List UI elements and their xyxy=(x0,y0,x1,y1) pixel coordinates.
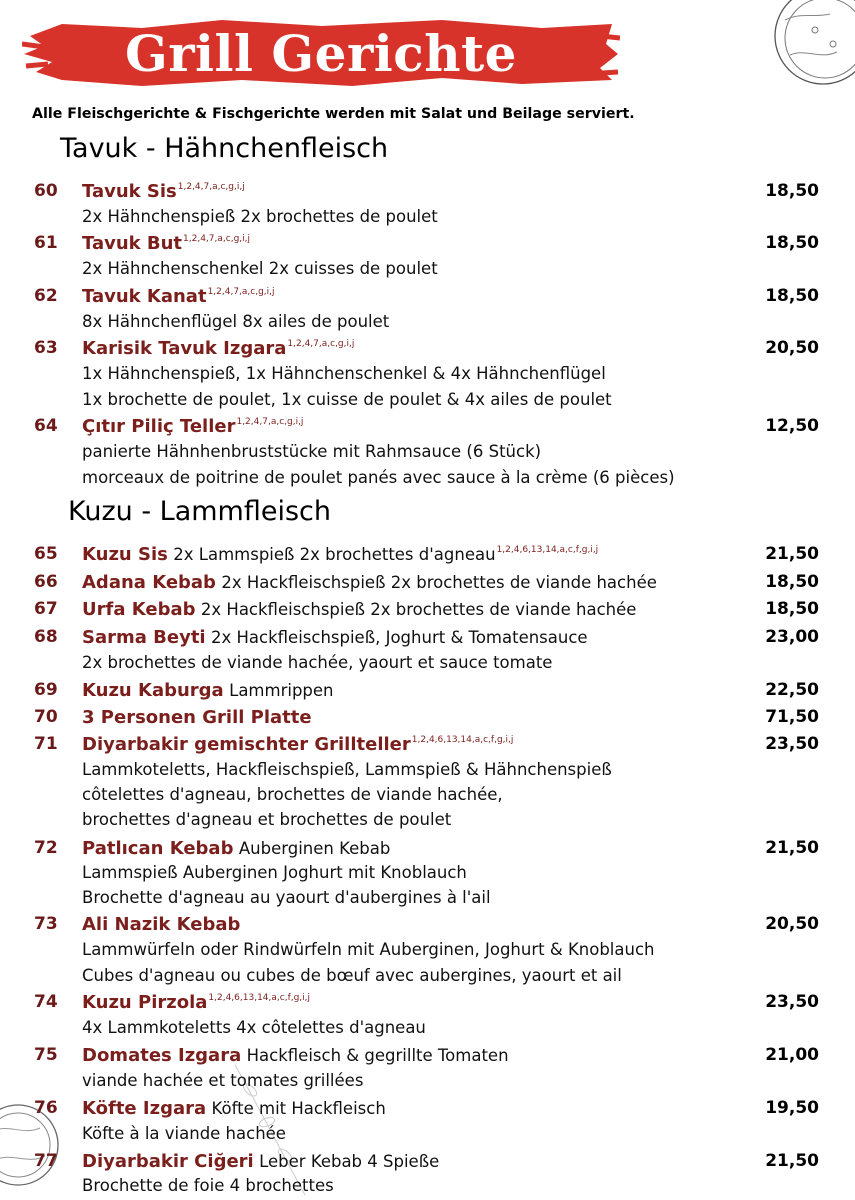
item-description: brochettes d'agneau et brochettes de poulet xyxy=(82,810,452,829)
item-price: 18,50 xyxy=(765,599,819,619)
item-inline-description: 2x Hackfleischspieß 2x brochettes de viande hachée xyxy=(200,600,637,619)
menu-item-66 xyxy=(0,572,855,598)
item-name: Diyarbakir Ciğeri xyxy=(82,1151,254,1172)
item-name: Kuzu Pirzola xyxy=(82,992,208,1013)
item-allergens: 1,2,4,6,13,14,a,c,f,g,i,j xyxy=(411,735,514,745)
section-title-kuzu: Kuzu - Lammfleisch xyxy=(68,496,331,527)
item-price: 23,00 xyxy=(765,627,819,647)
page-title: Grill Gerichte xyxy=(125,24,517,83)
item-number: 65 xyxy=(34,544,58,564)
item-allergens: 1,2,4,7,a,c,g,i,j xyxy=(183,234,250,244)
item-number: 62 xyxy=(34,286,58,306)
menu-item-60 xyxy=(0,181,855,207)
item-description: côtelettes d'agneau, brochettes de viande hachée, xyxy=(82,785,503,804)
item-name: Köfte Izgara xyxy=(82,1098,207,1119)
item-allergens: 1,2,4,7,a,c,g,i,j xyxy=(287,339,355,349)
item-name: Urfa Kebab xyxy=(82,599,196,620)
item-name: Ali Nazik Kebab xyxy=(82,914,241,935)
item-description: panierte Hähnhenbruststücke mit Rahmsauce (6 Stück) xyxy=(82,442,542,461)
item-name: Tavuk Sis xyxy=(82,181,177,202)
item-number: 64 xyxy=(34,416,58,436)
item-inline-description: Köfte mit Hackfleisch xyxy=(211,1099,386,1118)
item-number: 69 xyxy=(34,680,58,700)
menu-item-72 xyxy=(0,838,855,864)
item-number: 77 xyxy=(34,1151,58,1171)
item-inline-description: 2x Hackfleischspieß 2x brochettes de viande hachée xyxy=(221,573,657,592)
item-name: Sarma Beyti xyxy=(82,627,206,648)
item-number: 66 xyxy=(34,572,58,592)
item-allergens: 1,2,4,7,a,c,g,i,j xyxy=(177,182,245,192)
item-number: 73 xyxy=(34,914,58,934)
item-name: Karisik Tavuk Izgara xyxy=(82,338,287,359)
item-number: 67 xyxy=(34,599,58,619)
item-name: Patlıcan Kebab xyxy=(82,838,234,859)
item-price: 12,50 xyxy=(765,416,819,436)
item-allergens: 1,2,4,7,a,c,g,i,j xyxy=(207,287,275,297)
item-price: 18,50 xyxy=(765,233,819,253)
menu-item-70 xyxy=(0,707,855,733)
item-inline-description: 2x Lammspieß 2x brochettes d'agneau xyxy=(173,545,496,564)
item-name: Adana Kebab xyxy=(82,572,216,593)
item-price: 20,50 xyxy=(765,914,819,934)
item-name: 3 Personen Grill Platte xyxy=(82,707,312,728)
menu-item-69 xyxy=(0,680,855,706)
item-description: Lammspieß Auberginen Joghurt mit Knoblauch xyxy=(82,863,467,882)
item-description: Lammkoteletts, Hackfleischspieß, Lammspieß & Hähnchenspieß xyxy=(82,760,612,779)
item-description: Köfte à la viande hachée xyxy=(82,1124,286,1143)
menu-item-76 xyxy=(0,1098,855,1124)
item-price: 21,50 xyxy=(765,838,819,858)
item-name: Tavuk Kanat xyxy=(82,286,207,307)
item-price: 22,50 xyxy=(765,680,819,700)
item-number: 71 xyxy=(34,734,58,754)
item-description: Brochette d'agneau au yaourt d'aubergines à l'ail xyxy=(82,888,491,907)
item-name: Tavuk But xyxy=(82,233,183,254)
page-subtitle: Alle Fleischgerichte & Fischgerichte werden mit Salat und Beilage serviert. xyxy=(32,106,635,122)
item-number: 75 xyxy=(34,1045,58,1065)
item-number: 72 xyxy=(34,838,58,858)
item-description: 2x Hähnchenschenkel 2x cuisses de poulet xyxy=(82,259,438,278)
item-description: 1x brochette de poulet, 1x cuisse de poulet & 4x ailes de poulet xyxy=(82,390,612,409)
item-price: 18,50 xyxy=(765,181,819,201)
item-inline-description: Hackfleisch & gegrillte Tomaten xyxy=(246,1046,509,1065)
item-price: 20,50 xyxy=(765,338,819,358)
menu-item-67 xyxy=(0,599,855,625)
item-name: Domates Izgara xyxy=(82,1045,242,1066)
item-description: Brochette de foie 4 brochettes xyxy=(82,1176,334,1195)
item-price: 18,50 xyxy=(765,572,819,592)
item-inline-description: Leber Kebab 4 Spieße xyxy=(259,1152,440,1171)
item-allergens: 1,2,4,6,13,14,a,c,f,g,i,j xyxy=(208,993,311,1003)
item-description: Cubes d'agneau ou cubes de bœuf avec aubergines, yaourt et ail xyxy=(82,966,622,985)
item-number: 76 xyxy=(34,1098,58,1118)
item-price: 18,50 xyxy=(765,286,819,306)
item-allergens: 1,2,4,6,13,14,a,c,f,g,i,j xyxy=(496,545,599,555)
item-price: 21,00 xyxy=(765,1045,819,1065)
title-banner xyxy=(22,14,620,90)
item-description: viande hachée et tomates grillées xyxy=(82,1071,364,1090)
item-price: 19,50 xyxy=(765,1098,819,1118)
item-price: 23,50 xyxy=(765,992,819,1012)
item-allergens: 1,2,4,7,a,c,g,i,j xyxy=(236,417,304,427)
item-name: Kuzu Sis xyxy=(82,544,168,565)
item-description: Lammwürfeln oder Rindwürfeln mit Auberginen, Joghurt & Knoblauch xyxy=(82,940,655,959)
menu-item-63 xyxy=(0,338,855,364)
section-title-tavuk: Tavuk - Hähnchenfleisch xyxy=(60,133,389,164)
plate-sketch-decoration xyxy=(745,0,855,110)
item-inline-description: Lammrippen xyxy=(229,681,334,700)
menu-item-61 xyxy=(0,233,855,259)
item-number: 60 xyxy=(34,181,58,201)
menu-item-68 xyxy=(0,627,855,653)
menu-item-62 xyxy=(0,286,855,312)
item-number: 68 xyxy=(34,627,58,647)
item-price: 21,50 xyxy=(765,1151,819,1171)
item-description: morceaux de poitrine de poulet panés avec sauce à la crème (6 pièces) xyxy=(82,468,675,487)
item-description: 2x Hähnchenspieß 2x brochettes de poulet xyxy=(82,207,438,226)
item-price: 21,50 xyxy=(765,544,819,564)
menu-item-73 xyxy=(0,914,855,940)
item-name: Çıtır Piliç Teller xyxy=(82,416,236,437)
item-price: 23,50 xyxy=(765,734,819,754)
menu-item-74 xyxy=(0,992,855,1018)
item-number: 63 xyxy=(34,338,58,358)
menu-item-65 xyxy=(0,544,855,570)
menu-item-75 xyxy=(0,1045,855,1071)
item-description: 1x Hähnchenspieß, 1x Hähnchenschenkel & 4x Hähnchenflügel xyxy=(82,364,606,383)
item-description: 8x Hähnchenflügel 8x ailes de poulet xyxy=(82,312,390,331)
item-price: 71,50 xyxy=(765,707,819,727)
item-number: 61 xyxy=(34,233,58,253)
item-description: 4x Lammkoteletts 4x côtelettes d'agneau xyxy=(82,1018,426,1037)
item-name: Kuzu Kaburga xyxy=(82,680,224,701)
item-inline-description: Auberginen Kebab xyxy=(238,839,391,858)
item-description: 2x brochettes de viande hachée, yaourt et sauce tomate xyxy=(82,653,553,672)
menu-item-64 xyxy=(0,416,855,442)
item-number: 74 xyxy=(34,992,58,1012)
item-name: Diyarbakir gemischter Grillteller xyxy=(82,734,411,755)
item-number: 70 xyxy=(34,707,58,727)
item-inline-description: 2x Hackfleischspieß, Joghurt & Tomatensauce xyxy=(211,628,588,647)
menu-item-77 xyxy=(0,1151,855,1177)
menu-item-71 xyxy=(0,734,855,760)
